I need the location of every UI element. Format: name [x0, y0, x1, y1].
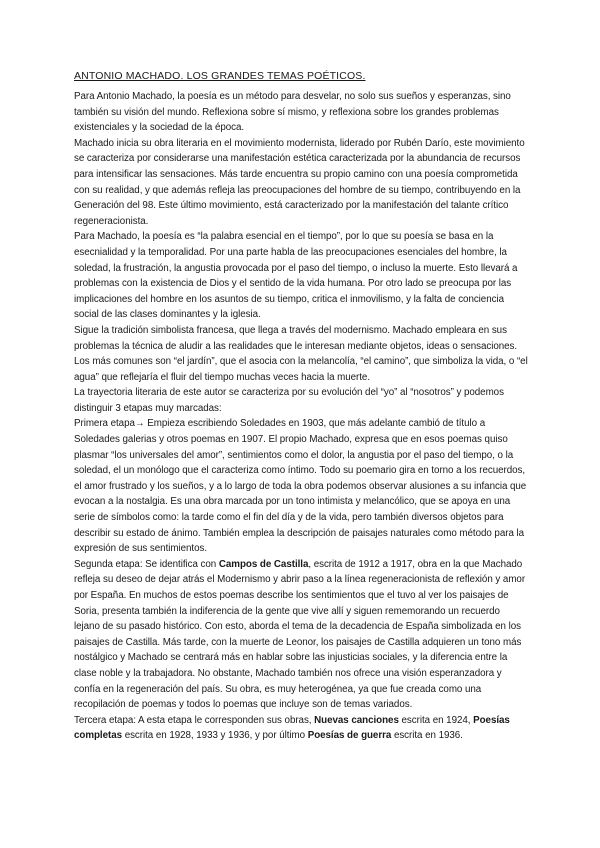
tercera-lead: Tercera etapa: A esta etapa le corresponden sus obras,	[74, 714, 315, 726]
paragraph-palabra-esencial: Para Machado, la poesía es “la palabra esencial en el tiempo”, por lo que su poesía se basa en la esecnialidad y la temporalidad. Por una parte habla de las preocupaciones esenciales del hombre, la soledad, la frustración, la angustia provocada por el paso del tiempo, o incluso la muerte. Esto llevará a problemas con la existencia de Dios y el sentido de la vida humana. Por otro lado se preocupa por las implicaciones del hombre en los asuntos de su tiempo, critica el inmovilismo, y la falta de conciencia social de las clases dominantes y la iglesia.	[74, 231, 518, 321]
work-poesias-de-guerra: Poesías de guerra	[307, 730, 392, 742]
work-campos-de-castilla: Campos de Castilla	[218, 558, 309, 570]
paragraph-primera-etapa: Primera etapa→ Empieza escribiendo Soledades en 1903, que más adelante cambió de título a Soledades galerias y otros poemas en 1907. El propio Machado, expresa que en esos poemas quiso plasmar “los universales del amor”, sentimientos como el dolor, la angustia por el paso del tiempo, o la soledad, el un monólogo que el caracteriza como íntimo. Todo su poemario gira en torno a los recuerdos, el amor frustrado y los sueños, y a lo largo de toda la obra podemos observar alusiones a su infancia que evocan a la nostalgia. Es una obra marcada por un tono intimista y melancólico, que se apoya en una serie de símbolos como: la tarde como el fin del día y de la vida, pero también diversos objetos para describir su estado de ánimo. También emplea la descripción de paisajes naturales como método para la expresión de sus sentimientos.	[74, 418, 527, 555]
paragraph-intro: Para Antonio Machado, la poesía es un método para desvelar, no solo sus sueños y esperanzas, sino también su visión del mundo. Reflexiona sobre sí mismo, y reflexiona sobre los grandes problemas existenciales y la sociedad de la época.	[74, 91, 511, 134]
work-poesias-completas: Poesías completas	[74, 714, 510, 742]
tercera-end: escrita en 1936.	[391, 730, 463, 742]
paragraph-modernismo: Machado inicia su obra literaria en el movimiento modernista, liderado por Rubén Darío, este movimiento se caracteriza por considerarse una manifestación estética caracterizada por la abundancia de recursos para intensificar las sensaciones. Más tarde encuentra su propio camino con una poesía comprometida con su realidad, y que además refleja las preocupaciones del hombre de su tiempo, contribuyendo en la Generación del 98. Este último movimiento, está caracterizado por la manifestación del talante crítico regeneracionista.	[74, 137, 525, 227]
paragraph-segunda-etapa	[74, 557, 528, 713]
paragraph-tercera-etapa	[74, 713, 528, 744]
tercera-mid1: escrita en 1924,	[398, 714, 474, 726]
paragraph-simbolismo: Sigue la tradición simbolista francesa, que llega a través del modernismo. Machado empleara en sus problemas la técnica de aludir a las realidades que le interesan mediante objetos, ideas o sensaciones. Los más comunes son “el jardín”, que el asocia con la melancolía, “el camino”, que simboliza la vida, o “el agua” que reflejaría el fluir del tiempo muchas veces hacia la muerte.	[74, 324, 528, 383]
tercera-mid2: escrita en 1928, 1933 y 1936, y por último	[122, 730, 308, 742]
paragraph-trayectoria: La trayectoria literaria de este autor se caracteriza por su evolución del “yo” al “nosotros” y podemos distinguir 3 etapas muy marcadas:	[74, 387, 504, 414]
document-title: ANTONIO MACHADO. LOS GRANDES TEMAS POÉTICOS.	[74, 70, 366, 82]
segunda-lead: Segunda etapa: Se identifica con	[74, 558, 219, 570]
work-nuevas-canciones: Nuevas canciones	[314, 714, 399, 726]
segunda-rest: , escrita de 1912 a 1917, obra en la que Machado refleja su deseo de dejar atrás el Modernismo y abrir paso a la línea regeneracionista de reflexión y amor por España. En muchos de estos poemas describe los sentimientos que el tuvo al ver los paisajes de Soria, presenta también la indiferencia de la gente que vive allí y siguen rememorando un recuerdo lejano de su pasado histórico. Con esto, aborda el tema de la decadencia de España simbolizada en los paisajes de Castilla. Más tarde, con la muerte de Leonor, los paisajes de Castilla adquieren un tono más nostálgico y Machado se centrará más en hablar sobre las injusticias sociales, y la diferencia entre la clase noble y la trabajadora. No obstante, Machado también nos ofrece una visión esperanzadora y confía en la regeneración del país. Su obra, es muy heterogénea, ya que fue creada como una recopilación de poemas y todos lo poemas que incluye son de temas variados.	[74, 558, 526, 711]
